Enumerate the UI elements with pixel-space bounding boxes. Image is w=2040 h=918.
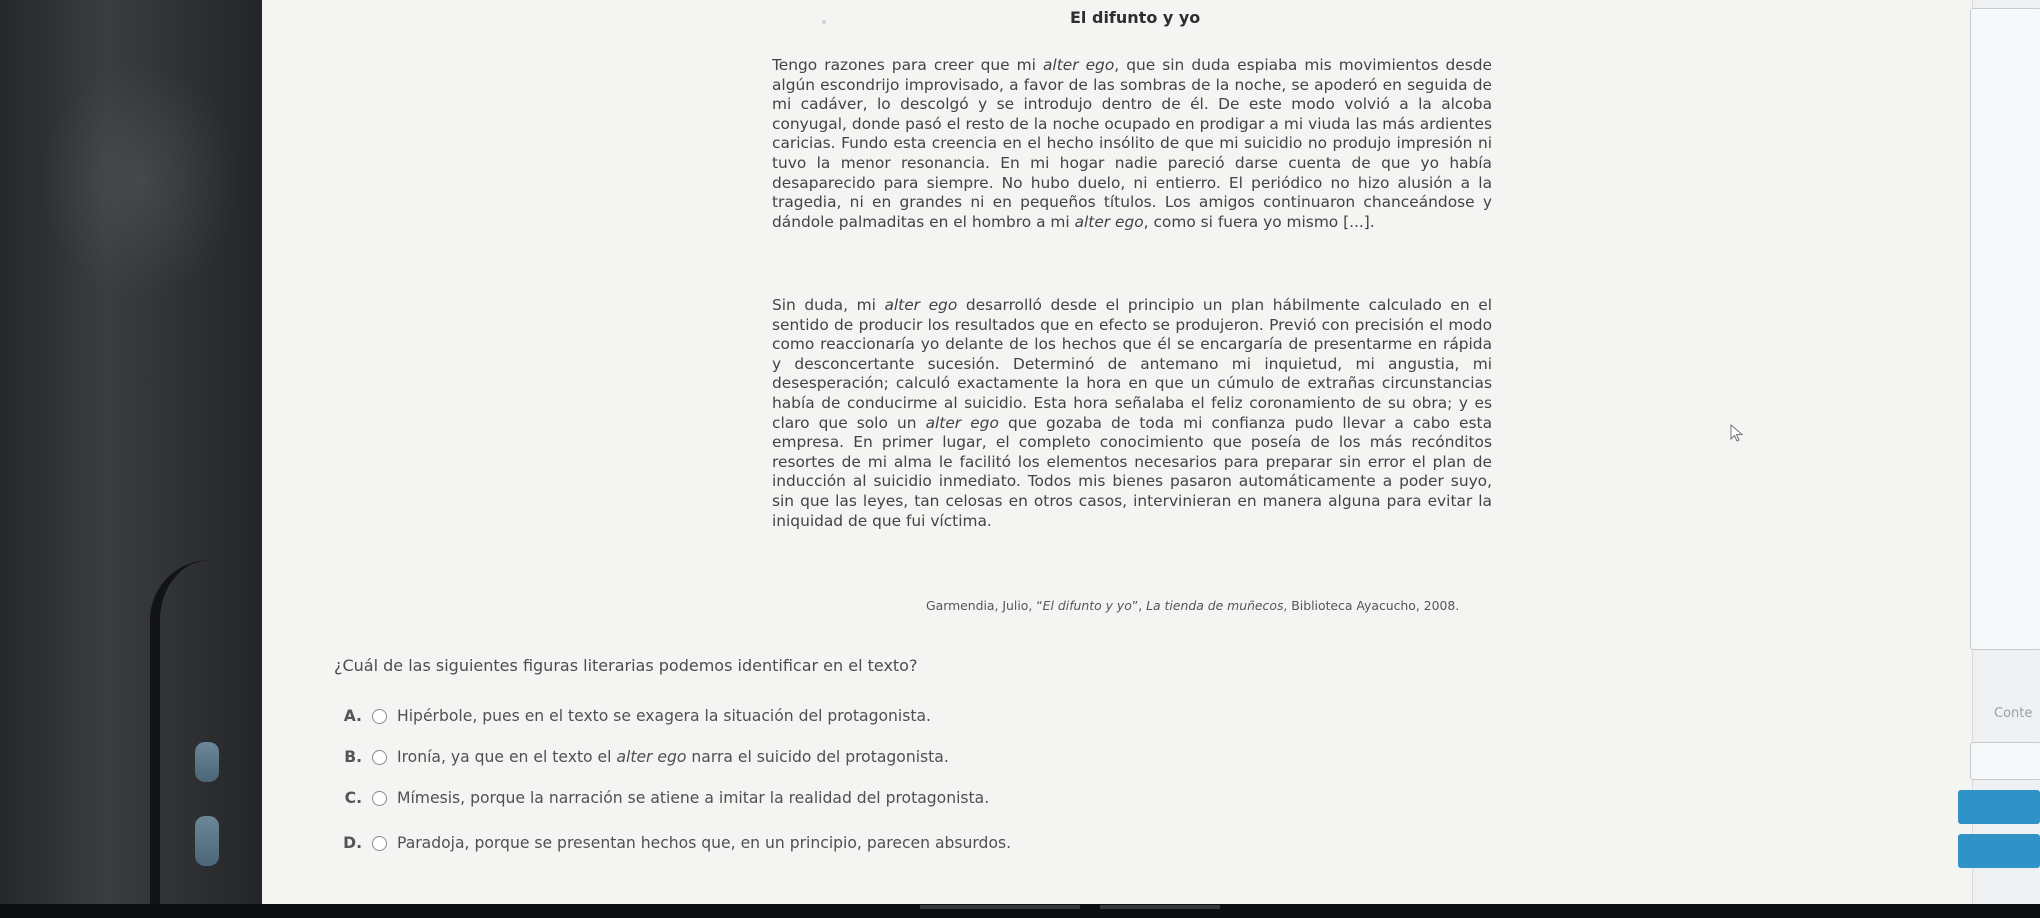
citation-text: , Biblioteca Ayacucho, 2008.	[1283, 598, 1460, 613]
source-citation	[926, 598, 1459, 613]
answer-option-d[interactable]	[334, 832, 1011, 854]
option-letter: A.	[343, 707, 362, 725]
page-dot	[822, 20, 826, 24]
citation-emphasis: La tienda de muñecos	[1146, 598, 1284, 613]
paragraph-text: Sin duda, mi	[772, 296, 885, 314]
paragraph-text: Tengo razones para creer que mi	[772, 56, 1043, 74]
option-text: Paradoja, porque se presentan hechos que, en un principio, parecen absurdos.	[397, 834, 1012, 852]
citation-emphasis: El difunto y yo	[1042, 598, 1132, 613]
side-action-button[interactable]	[1958, 834, 2040, 868]
paragraph-emphasis: alter ego	[884, 296, 958, 314]
mouse-pointer-icon	[1730, 424, 1744, 442]
answer-option-b[interactable]	[334, 746, 949, 768]
side-action-button[interactable]	[1958, 790, 2040, 824]
cable	[150, 560, 240, 918]
question-prompt: ¿Cuál de las siguientes figuras literarias podemos identificar en el texto?	[334, 656, 918, 675]
reading-paragraph-1	[772, 56, 1492, 232]
bezel-knob	[195, 816, 219, 866]
answer-option-a[interactable]	[334, 705, 931, 727]
radio-button-icon[interactable]	[372, 836, 387, 851]
paragraph-emphasis: alter ego	[1074, 212, 1144, 231]
reading-title: El difunto y yo	[1070, 8, 1201, 27]
side-input-box[interactable]	[1970, 742, 2040, 780]
option-letter: C.	[344, 789, 362, 807]
option-text	[397, 748, 949, 766]
radio-button-icon[interactable]	[372, 750, 387, 765]
radio-button-icon[interactable]	[372, 709, 387, 724]
answer-option-c[interactable]	[334, 787, 989, 809]
paragraph-emphasis: alter ego	[1042, 56, 1115, 74]
radio-button-icon[interactable]	[372, 791, 387, 806]
option-text-part: narra el suicido del protagonista.	[686, 748, 949, 766]
option-text: Hipérbole, pues en el texto se exagera la situación del protagonista.	[397, 707, 931, 725]
paragraph-emphasis: alter ego	[925, 413, 999, 432]
taskbar-item[interactable]	[1100, 905, 1220, 909]
side-panel-label: Conte	[1994, 706, 2033, 721]
reading-paragraph-2	[772, 296, 1492, 531]
option-letter: B.	[344, 748, 362, 766]
citation-text: ”,	[1131, 598, 1147, 613]
paragraph-text: , que sin duda espiaba mis movimientos desde algún escondrijo improvisado, a favor de las sombras de la noche, se apoderó en seguida de mi cadáver, lo descolgó y se introdujo dentro de él. De este modo volvió a la alcoba conyugal, donde pasó el resto de la noche ocupado en prodigar a mi viuda las más ardientes caricias. Fundo esta creencia en el hecho insólito de que mi suicidio no produjo impresión ni tuvo la menor resonancia. En mi hogar nadie pareció darse cuenta de que yo había desaparecido para siempre. No hubo duelo, ni entierro. El periódico no hizo alusión a la tragedia, ni en grandes ni en pequeños títulos. Los amigos continuaron chanceándose y dándole palmaditas en el hombro a mi	[772, 56, 1493, 231]
screen-glare	[40, 60, 240, 300]
bezel-knob	[195, 742, 219, 782]
option-text-part: Ironía, ya que en el texto el	[397, 748, 617, 766]
paragraph-text: que gozaba de toda mi confianza pudo llevar a cabo esta empresa. En primer lugar, el completo conocimiento que poseía de los más recónditos resortes de mi alma le facilitó los elementos necesarios para preparar sin error el plan de inducción al suicidio inmediato. Todos mis bienes pasaron automáticamente a poder suyo, sin que las leyes, tan celosas en otros casos, intervinieran en manera alguna para evitar la iniquidad de que fui víctima.	[772, 413, 1493, 530]
option-emphasis: alter ego	[616, 748, 687, 766]
citation-text: Garmendia, Julio, “	[926, 598, 1043, 613]
taskbar-item[interactable]	[920, 905, 1080, 909]
paragraph-text: desarrolló desde el principio un plan hábilmente calculado en el sentido de producir los resultados que en efecto se produjeron. Previó con precisión el modo como reaccionaría yo delante de los hechos que él se encargaría de presentarme en rápida y desconcertante sucesión. Determinó de antemano mi inquietud, mi angustia, mi desesperación; calculó exactamente la hora en que un cúmulo de extrañas circunstancias había de conducirme al suicidio. Esta hora señalaba el feliz coronamiento de su obra; y es claro que solo un	[772, 296, 1492, 432]
option-text: Mímesis, porque la narración se atiene a imitar la realidad del protagonista.	[397, 789, 990, 807]
option-letter: D.	[343, 834, 362, 852]
side-content-box	[1970, 8, 2040, 650]
paragraph-text: , como si fuera yo mismo [...].	[1143, 212, 1375, 231]
